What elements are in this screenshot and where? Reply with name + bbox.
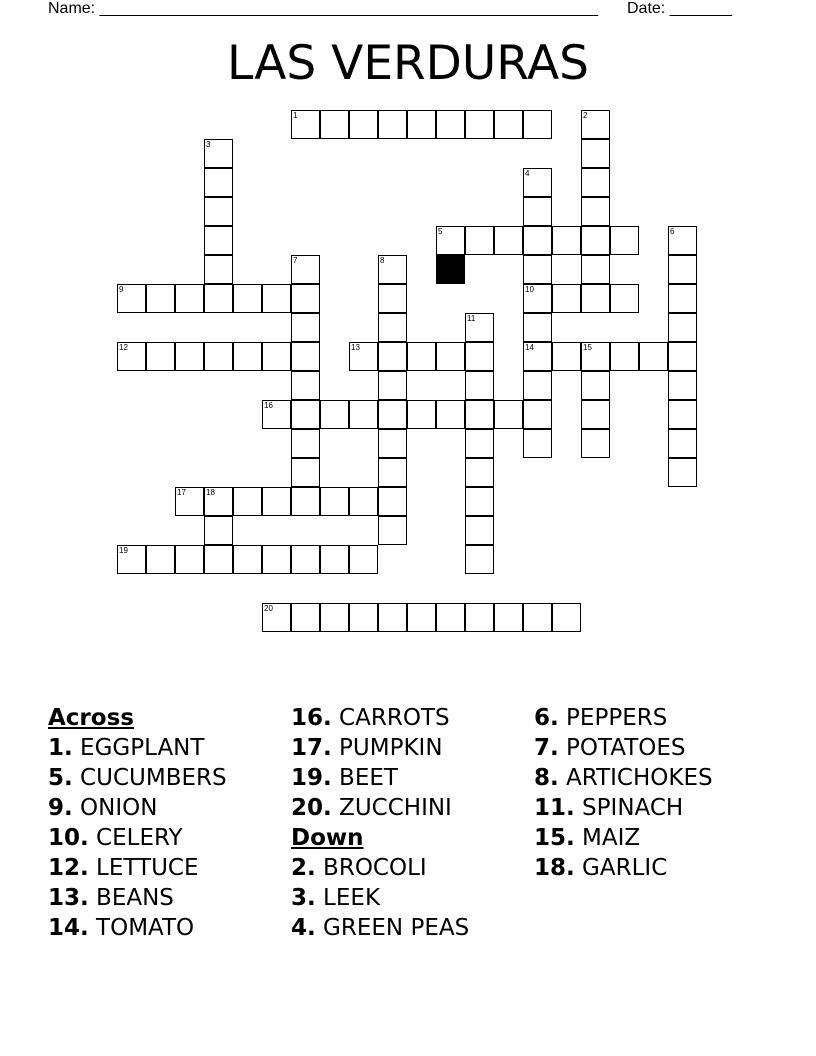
clue-number: 9 [119,285,124,294]
grid-cell[interactable] [494,226,523,255]
page-title: LAS VERDURAS [226,36,590,91]
grid-cell[interactable] [204,197,233,226]
grid-cell[interactable] [233,545,262,574]
clue-number: 13. [48,885,89,911]
grid-cell[interactable] [581,284,610,313]
grid-cell[interactable] [349,603,378,632]
grid-cell[interactable] [668,429,697,458]
across-heading: Across [48,705,134,731]
grid-cell[interactable] [291,400,320,429]
clue-number: 6. [534,705,559,731]
grid-cell[interactable] [378,110,407,139]
grid-cell[interactable] [668,284,697,313]
grid-cell[interactable] [610,226,639,255]
clue-number: 1 [293,111,298,120]
grid-cell[interactable] [262,603,291,632]
clue-item [48,763,227,793]
clue-column-2 [291,703,469,943]
grid-cell[interactable] [378,342,407,371]
clue-item [534,823,713,853]
grid-cell[interactable] [523,603,552,632]
grid-cell[interactable] [175,545,204,574]
date-field-label: Date: _______ [627,0,732,17]
clue-text: MAIZ [574,825,641,851]
clue-column-3 [534,703,713,883]
clue-text: BEET [331,765,398,791]
clue-item [291,853,469,883]
grid-cell[interactable] [349,342,378,371]
grid-cell[interactable] [117,342,146,371]
clue-text: BROCOLI [315,855,427,881]
clue-number: 9. [48,795,73,821]
grid-cell[interactable] [291,429,320,458]
grid-cell[interactable] [465,313,494,342]
grid-cell[interactable] [465,458,494,487]
grid-cell[interactable] [523,400,552,429]
grid-cell[interactable] [523,371,552,400]
grid-cell[interactable] [349,110,378,139]
grid-cell[interactable] [204,226,233,255]
grid-cell[interactable] [204,342,233,371]
clue-text: CELERY [88,825,183,851]
clue-item [48,853,227,883]
grid-cell[interactable] [262,284,291,313]
grid-cell[interactable] [668,342,697,371]
grid-cell[interactable] [581,371,610,400]
grid-cell[interactable] [610,284,639,313]
grid-cell[interactable] [233,487,262,516]
clue-number: 3. [291,885,316,911]
grid-cell[interactable] [262,545,291,574]
grid-cell[interactable] [465,516,494,545]
grid-cell[interactable] [668,255,697,284]
clue-number: 1. [48,735,73,761]
clue-item [534,853,713,883]
grid-cell[interactable] [494,110,523,139]
grid-cell[interactable] [494,400,523,429]
grid-cell[interactable] [552,342,581,371]
grid-cell[interactable] [320,487,349,516]
clue-number: 14. [48,915,89,941]
grid-cell[interactable] [204,168,233,197]
grid-cell[interactable] [465,371,494,400]
grid-cell[interactable] [668,313,697,342]
grid-cell[interactable] [204,516,233,545]
clue-number: 15 [583,343,592,352]
clue-text: TOMATO [88,915,195,941]
grid-cell[interactable] [639,342,668,371]
clue-text: PEPPERS [558,705,668,731]
grid-cell[interactable] [378,516,407,545]
grid-cell[interactable] [291,458,320,487]
grid-cell[interactable] [465,429,494,458]
clue-text: ARTICHOKES [558,765,713,791]
clue-text: LETTUCE [88,855,199,881]
clue-number: 14 [525,343,534,352]
clue-number: 16. [291,705,332,731]
grid-cell[interactable] [262,400,291,429]
clue-text: POTATOES [558,735,686,761]
grid-cell[interactable] [291,110,320,139]
grid-cell[interactable] [552,284,581,313]
clue-text: GARLIC [574,855,668,881]
down-heading: Down [291,825,364,851]
clue-number: 16 [264,401,273,410]
grid-cell[interactable] [436,342,465,371]
grid-cell[interactable] [581,400,610,429]
clue-text: CARROTS [331,705,450,731]
clue-number: 4. [291,915,316,941]
clue-number: 17. [291,735,332,761]
grid-cell[interactable] [349,545,378,574]
grid-cell[interactable] [523,168,552,197]
grid-cell[interactable] [146,284,175,313]
clue-text: EGGPLANT [72,735,205,761]
grid-cell[interactable] [233,284,262,313]
clue-item [48,733,227,763]
clue-number: 10. [48,825,89,851]
grid-cell[interactable] [407,110,436,139]
clue-number: 8. [534,765,559,791]
grid-cell[interactable] [378,313,407,342]
grid-cell[interactable] [320,400,349,429]
grid-cell[interactable] [407,400,436,429]
grid-cell[interactable] [349,400,378,429]
grid-cell[interactable] [233,342,262,371]
clue-text: GREEN PEAS [315,915,470,941]
grid-cell[interactable] [407,603,436,632]
grid-cell[interactable] [378,255,407,284]
grid-cell[interactable] [668,400,697,429]
black-cell [436,255,465,284]
grid-cell[interactable] [523,255,552,284]
clue-number: 18. [534,855,575,881]
clue-item [291,703,469,733]
grid-cell[interactable] [523,429,552,458]
grid-cell[interactable] [494,603,523,632]
grid-cell[interactable] [320,545,349,574]
grid-cell[interactable] [291,342,320,371]
clue-number: 10 [525,285,534,294]
grid-cell[interactable] [523,313,552,342]
grid-cell[interactable] [523,197,552,226]
clue-number: 11 [467,314,476,323]
grid-cell[interactable] [204,545,233,574]
grid-cell[interactable] [465,226,494,255]
clue-item [48,913,227,943]
clue-item [291,913,469,943]
clue-number: 13 [351,343,360,352]
grid-cell[interactable] [291,603,320,632]
grid-cell[interactable] [581,342,610,371]
grid-cell[interactable] [610,342,639,371]
grid-cell[interactable] [378,487,407,516]
clue-number: 18 [206,488,215,497]
grid-cell[interactable] [349,487,378,516]
grid-cell[interactable] [291,284,320,313]
clue-number: 12. [48,855,89,881]
grid-cell[interactable] [523,284,552,313]
grid-cell[interactable] [668,458,697,487]
grid-cell[interactable] [581,429,610,458]
grid-cell[interactable] [262,342,291,371]
grid-cell[interactable] [581,197,610,226]
clue-number: 12 [119,343,128,352]
clue-item [48,883,227,913]
grid-cell[interactable] [436,226,465,255]
clue-text: LEEK [315,885,381,911]
grid-cell[interactable] [262,487,291,516]
grid-cell[interactable] [465,400,494,429]
clue-number: 15. [534,825,575,851]
clue-text: CUCUMBERS [72,765,227,791]
clue-item [534,733,713,763]
grid-cell[interactable] [581,226,610,255]
grid-cell[interactable] [465,110,494,139]
clue-column-1 [48,703,227,943]
grid-cell[interactable] [146,342,175,371]
clue-number: 5 [438,227,443,236]
clue-text: ONION [72,795,158,821]
grid-cell[interactable] [291,313,320,342]
clue-number: 17 [177,488,186,497]
grid-cell[interactable] [523,342,552,371]
grid-cell[interactable] [175,284,204,313]
clue-text: PUMPKIN [331,735,443,761]
grid-cell[interactable] [378,458,407,487]
clue-number: 19 [119,546,128,555]
grid-cell[interactable] [581,168,610,197]
grid-cell[interactable] [407,342,436,371]
grid-cell[interactable] [320,603,349,632]
grid-cell[interactable] [523,226,552,255]
grid-cell[interactable] [117,284,146,313]
grid-cell[interactable] [117,545,146,574]
clue-item [534,703,713,733]
grid-cell[interactable] [581,139,610,168]
grid-cell[interactable] [465,342,494,371]
name-field-label: Name: ________________________________________________________ [48,0,598,17]
clue-number: 4 [525,169,530,178]
grid-cell[interactable] [204,255,233,284]
grid-cell[interactable] [320,110,349,139]
grid-cell[interactable] [378,371,407,400]
grid-cell[interactable] [175,487,204,516]
clue-number: 2. [291,855,316,881]
grid-cell[interactable] [465,603,494,632]
grid-cell[interactable] [378,400,407,429]
grid-cell[interactable] [378,603,407,632]
clue-number: 8 [380,256,385,265]
clue-item [48,793,227,823]
clue-text: BEANS [88,885,174,911]
clue-item [534,793,713,823]
grid-cell[interactable] [291,255,320,284]
grid-cell[interactable] [378,284,407,313]
grid-cell[interactable] [204,139,233,168]
grid-cell[interactable] [146,545,175,574]
grid-cell[interactable] [552,603,581,632]
clue-number: 5. [48,765,73,791]
clue-item [291,733,469,763]
grid-cell[interactable] [465,545,494,574]
grid-cell[interactable] [668,226,697,255]
clue-number: 20 [264,604,273,613]
clue-item [291,793,469,823]
grid-cell[interactable] [465,487,494,516]
grid-cell[interactable] [204,284,233,313]
clue-item [291,763,469,793]
grid-cell[interactable] [378,429,407,458]
clue-number: 3 [206,140,211,149]
grid-cell[interactable] [204,487,233,516]
clue-item [48,823,227,853]
grid-cell[interactable] [436,110,465,139]
clue-number: 7 [293,256,298,265]
clue-number: 6 [670,227,675,236]
grid-cell[interactable] [175,342,204,371]
grid-cell[interactable] [291,487,320,516]
clue-number: 2 [583,111,588,120]
clue-number: 11. [534,795,575,821]
clue-number: 19. [291,765,332,791]
clue-item [534,763,713,793]
grid-cell[interactable] [523,110,552,139]
grid-cell[interactable] [552,226,581,255]
clue-text: ZUCCHINI [331,795,452,821]
grid-cell[interactable] [291,371,320,400]
grid-cell[interactable] [581,255,610,284]
grid-cell[interactable] [581,110,610,139]
grid-cell[interactable] [436,603,465,632]
grid-cell[interactable] [291,545,320,574]
clue-text: SPINACH [574,795,684,821]
clue-number: 7. [534,735,559,761]
grid-cell[interactable] [436,400,465,429]
clue-item [291,883,469,913]
clue-number: 20. [291,795,332,821]
grid-cell[interactable] [668,371,697,400]
